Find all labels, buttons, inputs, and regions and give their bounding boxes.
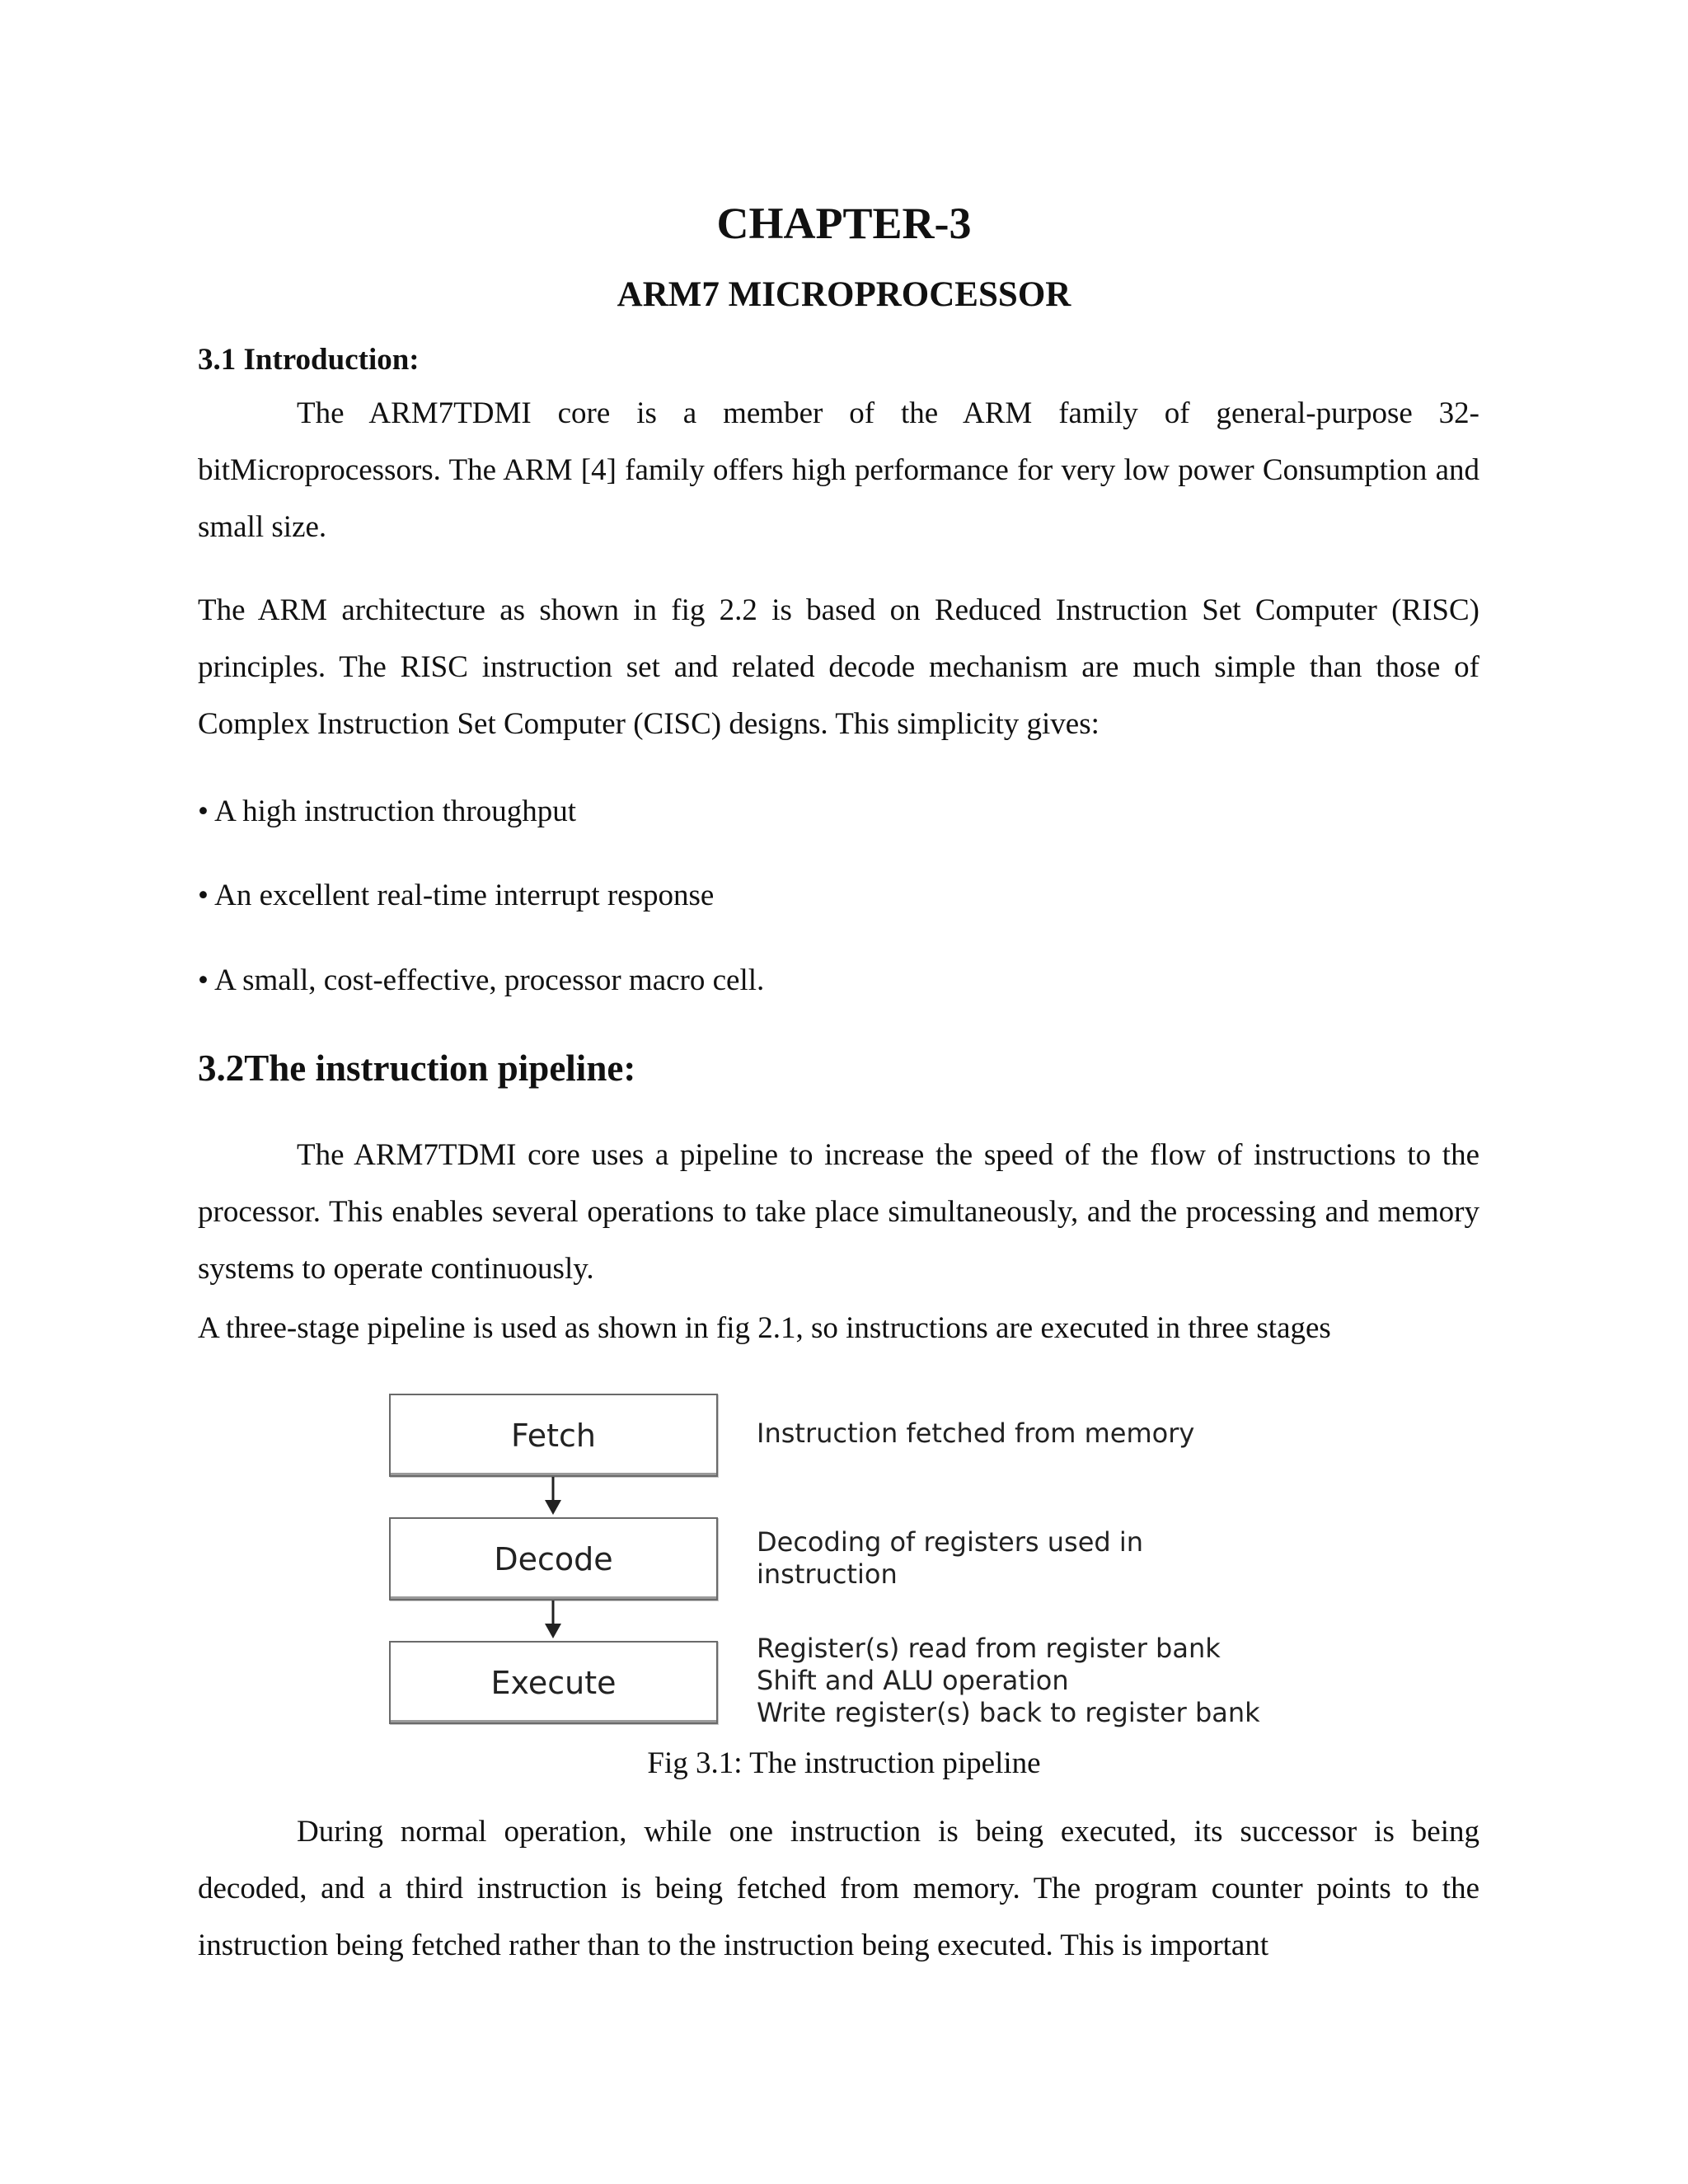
decode-description: instruction [757, 1558, 898, 1590]
figure-caption: Fig 3.1: The instruction pipeline [647, 1746, 1041, 1780]
fetch-stage-box: Fetch [389, 1394, 718, 1477]
bullet-item: • A small, cost-effective, processor macro cell. [198, 963, 765, 997]
chapter-title: ARM7 MICROPROCESSOR [617, 275, 1071, 314]
section-heading-pipeline: 3.2The instruction pipeline: [198, 1047, 636, 1089]
normal-operation-paragraph: During normal operation, while one instruction is being executed, its successor is being decoded, and a third instruction is being fetched from memory. The program counter points to the instruction being fetched rather than to the instruction being executed. This is important [198, 1815, 1479, 1962]
execute-description: Write register(s) back to register bank [757, 1697, 1260, 1728]
section-heading-introduction: 3.1 Introduction: [198, 343, 420, 377]
risc-paragraph: The ARM architecture as shown in fig 2.2 is based on Reduced Instruction Set Computer (RISC) principles. The RISC instruction set and related decode mechanism are much simple than those of Complex Instruction Set Computer (CISC) designs. This simplicity gives: [198, 593, 1479, 741]
decode-stage-box: Decode [389, 1517, 718, 1601]
arrow-down-icon [545, 1601, 561, 1638]
fetch-description: Instruction fetched from memory [757, 1418, 1195, 1449]
execute-description: Shift and ALU operation [757, 1665, 1069, 1696]
decode-description: Decoding of registers used in [757, 1526, 1144, 1558]
chapter-heading: CHAPTER-3 [716, 199, 972, 248]
intro-paragraph: The ARM7TDMI core is a member of the ARM family of general-purpose 32-bitMicroprocessors. The ARM [4] family offers high performance for very low power Consumption and small size. [198, 396, 1479, 544]
bullet-item: • A high instruction throughput [198, 794, 577, 828]
execute-description: Register(s) read from register bank [757, 1633, 1221, 1664]
pipeline-intro-line: A three-stage pipeline is used as shown in fig 2.1, so instructions are executed in three stages [198, 1311, 1331, 1345]
pipeline-paragraph: The ARM7TDMI core uses a pipeline to increase the speed of the flow of instructions to the processor. This enables several operations to take place simultaneously, and the processing and memory systems to operate continuously. [198, 1138, 1479, 1286]
bullet-item: • An excellent real-time interrupt response [198, 879, 715, 912]
arrow-down-icon [545, 1477, 561, 1515]
execute-stage-box: Execute [389, 1641, 718, 1724]
